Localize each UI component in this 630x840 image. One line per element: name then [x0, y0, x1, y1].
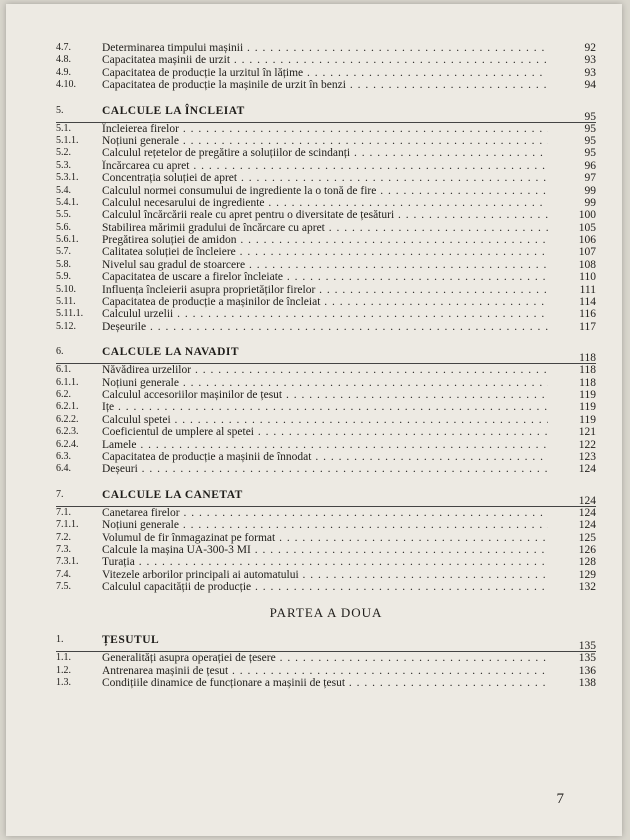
chapter-title: CALCULE LA NAVADIT [102, 346, 240, 359]
entry-page: 95 [584, 134, 596, 147]
toc-entry [56, 42, 596, 54]
entry-title: Încleierea firelor . . . [102, 123, 548, 135]
entry-title: Ițe . . . [102, 401, 548, 413]
entry-title: Calculul spetei . . . [102, 414, 548, 426]
entry-number: 5.1.1. [56, 134, 79, 146]
entry-number: 6.3. [56, 450, 71, 462]
entry-title: Turația . . . [102, 556, 548, 568]
entry-title: Calculul accesoriilor mașinilor de țesut . . . [102, 389, 548, 401]
entry-number: 5.2. [56, 147, 71, 159]
entry-page: 117 [579, 320, 596, 333]
entry-page: 99 [584, 184, 596, 197]
toc-entry [56, 185, 596, 197]
toc-entry [56, 463, 596, 475]
entry-page: 99 [584, 196, 596, 209]
entry-title: Calculul încărcării reale cu apret pentru o diversitate de țesături . . . [102, 209, 548, 221]
entry-page: 119 [579, 401, 596, 414]
toc-entry [56, 135, 596, 147]
entry-number: 6.2.3. [56, 426, 79, 438]
entry-number: 5.4. [56, 184, 71, 196]
entry-page: 116 [579, 308, 596, 321]
entry-title: Capacitatea mașinii de urzit . . . [102, 54, 548, 66]
chapter-page: 118 [579, 352, 596, 365]
toc-entry [56, 439, 596, 451]
toc-entry [56, 271, 596, 283]
entry-number: 7.3. [56, 543, 71, 555]
entry-title: Încărcarea cu apret . . . [102, 160, 548, 172]
entry-page: 132 [578, 581, 596, 594]
entry-page: 125 [578, 531, 596, 544]
entry-title: Capacitatea de producție a mașinilor de încleiat . . . [102, 296, 548, 308]
toc-entry [56, 451, 596, 463]
chapter-number: 1. [56, 634, 64, 646]
entry-title: Capacitatea de producție la mașinile de urzit în benzi . . . [102, 79, 548, 91]
table-of-contents [56, 42, 596, 690]
toc-entry [56, 147, 596, 159]
entry-page: 128 [578, 556, 596, 569]
entry-page: 92 [584, 42, 596, 54]
entry-number: 5.9. [56, 271, 71, 283]
entry-number: 5.10. [56, 283, 76, 295]
chapter-heading [56, 343, 596, 365]
entry-title: Noțiuni generale . . . [102, 377, 548, 389]
entry-title: Noțiuni generale . . . [102, 519, 548, 531]
entry-page: 94 [584, 79, 596, 92]
entry-title: Determinarea timpului mașinii . . . [102, 42, 548, 54]
entry-number: 7.2. [56, 531, 71, 543]
entry-page: 100 [578, 209, 596, 222]
entry-number: 1.1. [56, 652, 71, 664]
entry-number: 5.5. [56, 209, 71, 221]
entry-title: Deșeuri . . . [102, 463, 548, 475]
entry-number: 5.3. [56, 159, 71, 171]
toc-entry [56, 246, 596, 258]
entry-title: Lamele . . . [102, 439, 548, 451]
entry-number: 5.1. [56, 122, 71, 134]
entry-page: 124 [578, 463, 596, 476]
entry-number: 6.2.4. [56, 438, 79, 450]
entry-number: 4.10. [56, 79, 76, 91]
page-number: 7 [556, 791, 564, 807]
entry-title: Calculul urzelii . . . [102, 308, 548, 320]
entry-title: Generalități asupra operației de țesere . . . [102, 652, 548, 664]
entry-title: Calculul normei consumului de ingrediente la o tonă de fire . . . [102, 185, 548, 197]
entry-title: Calculul necesarului de ingrediente . . . [102, 197, 548, 209]
entry-page: 97 [584, 172, 596, 185]
entry-title: Calcule la mașina UA-300-3 MI . . . [102, 544, 548, 556]
entry-page: 114 [579, 296, 596, 309]
entry-title: Volumul de fir înmagazinat pe format . . . [102, 532, 548, 544]
entry-number: 6.1. [56, 364, 71, 376]
entry-page: 118 [579, 364, 596, 377]
entry-number: 6.4. [56, 463, 71, 475]
entry-number: 4.9. [56, 66, 71, 78]
chapter-title: CALCULE LA ÎNCLEIAT [102, 104, 245, 117]
toc-entry [56, 569, 596, 581]
toc-entry [56, 544, 596, 556]
entry-page: 108 [578, 258, 596, 271]
entry-page: 95 [584, 147, 596, 160]
entry-number: 1.2. [56, 664, 71, 676]
entry-page: 135 [578, 652, 596, 665]
entry-number: 7.3.1. [56, 556, 79, 568]
entry-number: 7.4. [56, 568, 71, 580]
entry-number: 5.4.1. [56, 196, 79, 208]
book-page [6, 4, 622, 836]
entry-page: 129 [578, 568, 596, 581]
entry-page: 118 [579, 376, 596, 389]
toc-entry [56, 401, 596, 413]
toc-entry [56, 364, 596, 376]
toc-entry [56, 426, 596, 438]
entry-title: Noțiuni generale . . . [102, 135, 548, 147]
chapter-number: 7. [56, 488, 64, 500]
entry-title: Năvădirea urzelilor . . . [102, 364, 548, 376]
entry-page: 123 [578, 450, 596, 463]
entry-title: Pregătirea soluției de amidon . . . [102, 234, 548, 246]
entry-title: Capacitatea de uscare a firelor încleiate . . . [102, 271, 548, 283]
entry-title: Influența încleierii asupra proprietăților firelor . . . [102, 284, 548, 296]
entry-page: 105 [578, 221, 596, 234]
entry-page: 122 [578, 438, 596, 451]
entry-page: 106 [578, 234, 596, 247]
entry-page: 119 [579, 413, 596, 426]
entry-page: 107 [578, 246, 596, 259]
chapter-number: 6. [56, 346, 64, 358]
toc-entry [56, 507, 596, 519]
entry-number: 5.6.1. [56, 234, 79, 246]
entry-title: Calculul capacității de producție . . . [102, 581, 548, 593]
entry-number: 6.2.2. [56, 413, 79, 425]
entry-title: Canetarea firelor . . . [102, 507, 548, 519]
entry-number: 5.11. [56, 296, 76, 308]
entry-number: 7.1.1. [56, 519, 79, 531]
toc-entry [56, 519, 596, 531]
toc-entry [56, 160, 596, 172]
toc-entry [56, 209, 596, 221]
entry-title: Capacitatea de producție la urzitul în lățime . . . [102, 67, 548, 79]
entry-page: 124 [578, 506, 596, 519]
toc-entry [56, 296, 596, 308]
toc-entry [56, 67, 596, 79]
entry-page: 124 [578, 519, 596, 532]
entry-number: 4.7. [56, 42, 71, 53]
entry-page: 93 [584, 54, 596, 67]
toc-entry [56, 581, 596, 593]
entry-title: Condițiile dinamice de funcționare a mașinii de țesut . . . [102, 677, 548, 689]
toc-entry [56, 321, 596, 333]
entry-title: Stabilirea mărimii gradului de încărcare cu apret . . . [102, 222, 548, 234]
chapter-page: 124 [578, 494, 596, 507]
entry-title: Antrenarea mașinii de țesut . . . [102, 665, 548, 677]
entry-page: 93 [584, 66, 596, 79]
chapter-page: 135 [578, 640, 596, 653]
entry-number: 4.8. [56, 54, 71, 66]
toc-entry [56, 172, 596, 184]
entry-number: 7.5. [56, 581, 71, 593]
toc-entry [56, 259, 596, 271]
chapter-title: ȚESUTUL [102, 634, 160, 647]
toc-entry [56, 377, 596, 389]
entry-number: 6.2.1. [56, 401, 79, 413]
chapter-title: CALCULE LA CANETAT [102, 488, 243, 501]
entry-page: 126 [578, 543, 596, 556]
entry-page: 138 [578, 677, 596, 690]
chapter-number: 5. [56, 104, 64, 116]
toc-entry [56, 54, 596, 66]
entry-number: 6.1.1. [56, 376, 79, 388]
entry-title: Capacitatea de producție a mașinii de înnodat . . . [102, 451, 548, 463]
entry-number: 5.7. [56, 246, 71, 258]
entry-number: 5.11.1. [56, 308, 84, 320]
toc-entry [56, 389, 596, 401]
toc-entry [56, 284, 596, 296]
entry-number: 5.8. [56, 258, 71, 270]
chapter-heading [56, 102, 596, 123]
toc-entry [56, 652, 596, 664]
entry-number: 5.12. [56, 320, 76, 332]
entry-page: 95 [584, 122, 596, 135]
entry-number: 7.1. [56, 506, 71, 518]
entry-page: 111 [579, 283, 596, 296]
entry-title: Deșeurile . . . [102, 321, 548, 333]
toc-entry [56, 123, 596, 135]
chapter-page: 95 [584, 110, 596, 123]
entry-number: 5.3.1. [56, 172, 79, 184]
entry-title: Nivelul sau gradul de stoarcere . . . [102, 259, 548, 271]
entry-title: Vitezele arborilor principali ai automatului . . . [102, 569, 548, 581]
entry-page: 110 [579, 271, 596, 284]
chapter-heading [56, 631, 596, 653]
entry-number: 6.2. [56, 388, 71, 400]
part-heading: PARTEA A DOUA [269, 605, 383, 621]
toc-entry [56, 79, 596, 91]
entry-title: Coeficientul de umplere al spetei . . . [102, 426, 548, 438]
toc-entry [56, 197, 596, 209]
entry-title: Concentrația soluției de apret . . . [102, 172, 548, 184]
toc-entry [56, 532, 596, 544]
toc-entry [56, 234, 596, 246]
entry-number: 5.6. [56, 221, 71, 233]
entry-page: 136 [578, 664, 596, 677]
toc-entry [56, 677, 596, 689]
entry-page: 119 [579, 388, 596, 401]
toc-entry [56, 665, 596, 677]
toc-entry [56, 308, 596, 320]
toc-entry [56, 222, 596, 234]
entry-page: 121 [578, 426, 596, 439]
entry-title: Calculul rețetelor de pregătire a soluțiilor de scindanți . . . [102, 147, 548, 159]
toc-entry [56, 414, 596, 426]
entry-title: Calitatea soluției de încleiere . . . [102, 246, 548, 258]
chapter-heading [56, 486, 596, 507]
entry-page: 96 [584, 159, 596, 172]
toc-entry [56, 556, 596, 568]
entry-number: 1.3. [56, 677, 71, 689]
